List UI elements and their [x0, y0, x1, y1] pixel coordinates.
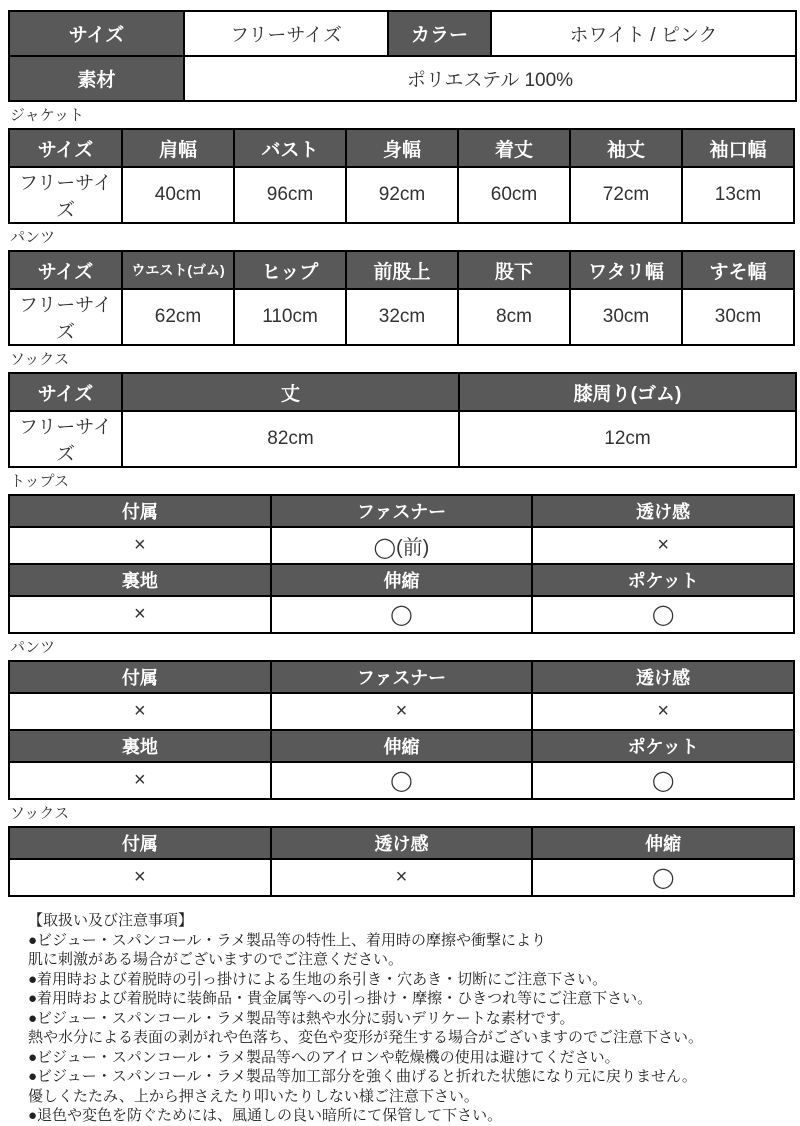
- column-header: 伸縮: [271, 730, 533, 762]
- value-cell: ×: [9, 693, 271, 730]
- value-cell: フリーサイズ: [9, 289, 122, 345]
- value-cell: 40cm: [122, 167, 234, 223]
- table-row: [9, 289, 794, 345]
- column-header: 伸縮: [532, 827, 794, 859]
- jacket-size-table: [8, 128, 795, 224]
- section-title-socks-features: ソックス: [10, 805, 70, 822]
- table-header-row: [9, 129, 794, 167]
- value-cell: 96cm: [234, 167, 346, 223]
- value-cell: ×: [9, 859, 271, 896]
- tops-feature-table: [8, 494, 795, 634]
- care-notes: [28, 911, 795, 1126]
- note-line: ●退色や変色を防ぐためには、風通しの良い暗所にて保管して下さい。: [28, 1107, 503, 1124]
- value-cell: 60cm: [458, 167, 570, 223]
- column-header: ファスナー: [271, 661, 533, 693]
- column-header: 透け感: [532, 661, 794, 693]
- value-cell: フリーサイズ: [9, 167, 122, 223]
- column-header: 膝周り(ゴム): [459, 373, 796, 411]
- value-cell: ◯: [532, 596, 794, 633]
- table-row: [9, 762, 794, 799]
- table-row: [9, 167, 794, 223]
- column-header: 丈: [122, 373, 459, 411]
- value-cell: 13cm: [682, 167, 794, 223]
- value-cell: ◯: [532, 859, 794, 896]
- column-header: 袖口幅: [682, 129, 794, 167]
- table-header-row: [9, 251, 794, 289]
- spec-row-size-color: [9, 11, 796, 56]
- column-header: ポケット: [532, 730, 794, 762]
- column-header: バスト: [234, 129, 346, 167]
- note-line: 優しくたたみ、上から押さえたり叩いたりしない様ご注意下さい。: [28, 1087, 479, 1105]
- value-cell: フリーサイズ: [9, 411, 122, 467]
- size-label: サイズ: [9, 11, 184, 56]
- value-cell: 8cm: [458, 289, 570, 345]
- value-cell: ◯: [271, 596, 533, 633]
- value-cell: ×: [532, 693, 794, 730]
- value-cell: 82cm: [122, 411, 459, 467]
- value-cell: ×: [9, 527, 271, 564]
- value-cell: 62cm: [122, 289, 234, 345]
- column-header: 裏地: [9, 730, 271, 762]
- value-cell: ◯: [271, 762, 533, 799]
- column-header: 身幅: [346, 129, 458, 167]
- column-header: 付属: [9, 661, 271, 693]
- section-title-pants: パンツ: [10, 229, 56, 246]
- column-header: 裏地: [9, 564, 271, 596]
- section-title-tops-features: トップス: [10, 473, 69, 490]
- column-header: 透け感: [271, 827, 533, 859]
- value-cell: ×: [532, 527, 794, 564]
- spec-table: [8, 10, 797, 102]
- material-label: 素材: [9, 56, 184, 101]
- section-title-jacket: ジャケット: [10, 107, 84, 124]
- column-header: 着丈: [458, 129, 570, 167]
- note-line: ●ビジュー・スパンコール・ラメ製品等は熱や水分に弱いデリケートな素材です。: [28, 1009, 575, 1027]
- value-cell: 30cm: [570, 289, 682, 345]
- column-header: サイズ: [9, 129, 122, 167]
- value-cell: 72cm: [570, 167, 682, 223]
- color-value: ホワイト / ピンク: [491, 11, 796, 56]
- column-header: 肩幅: [122, 129, 234, 167]
- note-line: 肌に刺激がある場合がございますのでご注意ください。: [28, 951, 404, 968]
- column-header: 付属: [9, 495, 271, 527]
- note-line: ●着用時および着脱時の引っ掛けによる生地の糸引き・穴あき・切断にご注意下さい。: [28, 970, 608, 988]
- material-value: ポリエステル 100%: [184, 56, 796, 101]
- table-header-row: [9, 730, 794, 762]
- table-row: [9, 596, 794, 633]
- socks-size-table: [8, 372, 797, 468]
- value-cell: ◯(前): [271, 527, 533, 564]
- value-cell: 32cm: [346, 289, 458, 345]
- column-header: 袖丈: [570, 129, 682, 167]
- column-header: すそ幅: [682, 251, 794, 289]
- size-value: フリーサイズ: [184, 11, 388, 56]
- column-header: 股下: [458, 251, 570, 289]
- note-line: ●ビジュー・スパンコール・ラメ製品等加工部分を強く曲げると折れた状態になり元に戻りません。: [28, 1068, 697, 1085]
- note-line: ●着用時および着脱時に装飾品・貴金属等への引っ掛け・摩擦・ひきつれ等にご注意下さい。: [28, 990, 653, 1007]
- table-row: [9, 859, 794, 896]
- note-line: ●ビジュー・スパンコール・ラメ製品等の特性上、着用時の摩擦や衝撃により: [28, 931, 547, 949]
- table-header-row: [9, 495, 794, 527]
- table-row: [9, 693, 794, 730]
- table-header-row: [9, 661, 794, 693]
- column-header: ヒップ: [234, 251, 346, 289]
- value-cell: 110cm: [234, 289, 346, 345]
- pants-size-table: [8, 250, 795, 346]
- value-cell: 30cm: [682, 289, 794, 345]
- table-row: [9, 527, 794, 564]
- column-header: 透け感: [532, 495, 794, 527]
- color-label: カラー: [388, 11, 491, 56]
- table-header-row: [9, 564, 794, 596]
- value-cell: ×: [271, 693, 533, 730]
- column-header: ウエスト(ゴム): [122, 251, 234, 289]
- column-header: 前股上: [346, 251, 458, 289]
- column-header: 伸縮: [271, 564, 533, 596]
- value-cell: 12cm: [459, 411, 796, 467]
- note-line: 熱や水分による表面の剥がれや色落ち、変色や変形が発生する場合がございますのでご注意下さい。: [28, 1029, 704, 1046]
- column-header: ポケット: [532, 564, 794, 596]
- value-cell: ×: [271, 859, 533, 896]
- note-line: ●ビジュー・スパンコール・ラメ製品等へのアイロンや乾燥機の使用は避けてください。: [28, 1048, 620, 1066]
- column-header: 付属: [9, 827, 271, 859]
- value-cell: ×: [9, 762, 271, 799]
- section-title-socks: ソックス: [10, 351, 70, 368]
- column-header: ファスナー: [271, 495, 533, 527]
- value-cell: ◯: [532, 762, 794, 799]
- section-title-pants-features: パンツ: [10, 639, 56, 656]
- value-cell: 92cm: [346, 167, 458, 223]
- notes-title: 【取扱い及び注意事項】: [28, 912, 194, 929]
- column-header: ワタリ幅: [570, 251, 682, 289]
- column-header: サイズ: [9, 251, 122, 289]
- table-header-row: [9, 827, 794, 859]
- table-header-row: [9, 373, 796, 411]
- socks-feature-table: [8, 826, 795, 897]
- column-header: サイズ: [9, 373, 122, 411]
- value-cell: ×: [9, 596, 271, 633]
- table-row: [9, 411, 796, 467]
- pants-feature-table: [8, 660, 795, 800]
- spec-row-material: [9, 56, 796, 101]
